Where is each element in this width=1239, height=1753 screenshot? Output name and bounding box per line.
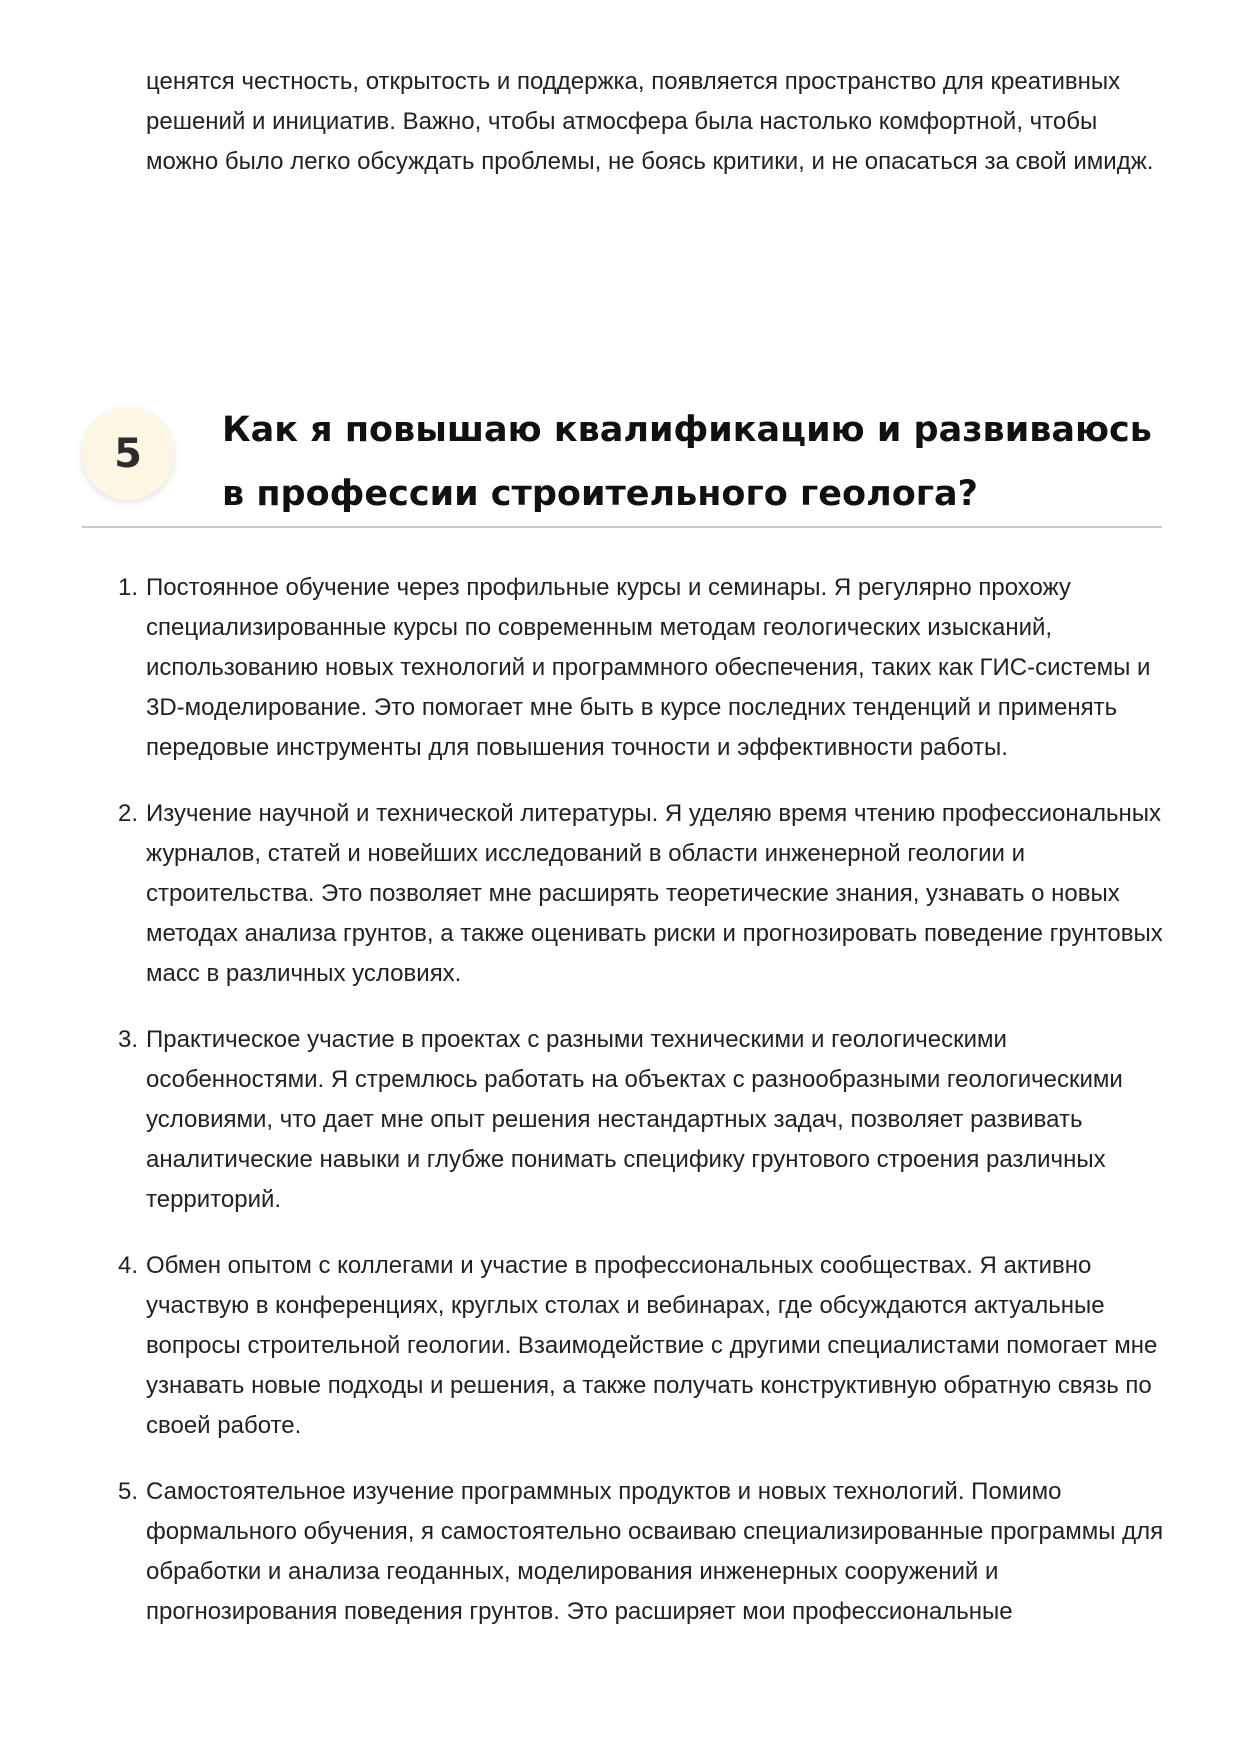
list-item [118,794,1168,994]
list-item-text: Изучение научной и технической литературы. Я уделяю время чтению профессиональных журналов, статей и новейших исследований в области инженерной геологии и строительства. Это позволяет мне расширять теоретические знания, узнавать о новых методах анализа грунтов, а также оценивать риски и прогнозировать поведение грунтовых масс в различных условиях. [146,800,1163,987]
list-item [118,568,1168,768]
list-item [118,1246,1168,1446]
section-title: Как я повышаю квалификацию и развиваюсь в профессии строительного геолога? [222,410,1152,514]
list-item-number: 3. [118,1026,139,1053]
list-item-text: Практическое участие в проектах с разными техническими и геологическими особенностями. Я стремлюсь работать на объектах с разнообразными геологическими условиями, что дает мне опыт решения нестандартных задач, позволяет развивать аналитические навыки и глубже понимать специфику грунтового строения различных территорий. [146,1026,1123,1213]
section-header [82,398,1162,528]
section-number-badge: 5 [82,408,174,500]
list-item [118,1472,1168,1632]
list-item-text: Обмен опытом с коллегами и участие в профессиональных сообществах. Я активно участвую в конференциях, круглых столах и вебинарах, где обсуждаются актуальные вопросы строительной геологии. Взаимодействие с другими специалистами помогает мне узнавать новые подходы и решения, а также получать конструктивную обратную связь по своей работе. [146,1252,1158,1439]
list-item-text: Постоянное обучение через профильные курсы и семинары. Я регулярно прохожу специализированные курсы по современным методам геологических изысканий, использованию новых технологий и программного обеспечения, таких как ГИС-системы и 3D-моделирование. Это помогает мне быть в курсе последних тенденций и применять передовые инструменты для повышения точности и эффективности работы. [146,574,1151,761]
list-item-text: Самостоятельное изучение программных продуктов и новых технологий. Помимо формального обучения, я самостоятельно осваиваю специализированные программы для обработки и анализа геоданных, моделирования инженерных сооружений и прогнозирования поведения грунтов. Это расширяет мои профессиональные [146,1478,1164,1625]
answer-list [118,568,1168,1658]
list-item-number: 1. [118,574,139,601]
list-item-number: 2. [118,800,139,827]
list-item-number: 5. [118,1478,139,1505]
list-item [118,1020,1168,1220]
list-item-number: 4. [118,1252,139,1279]
intro-paragraph: ценятся честность, открытость и поддержка, появляется пространство для креативных решений и инициатив. Важно, чтобы атмосфера была настолько комфортной, чтобы можно было легко обсуждать проблемы, не боясь критики, и не опасаться за свой имидж. [146,68,1154,175]
